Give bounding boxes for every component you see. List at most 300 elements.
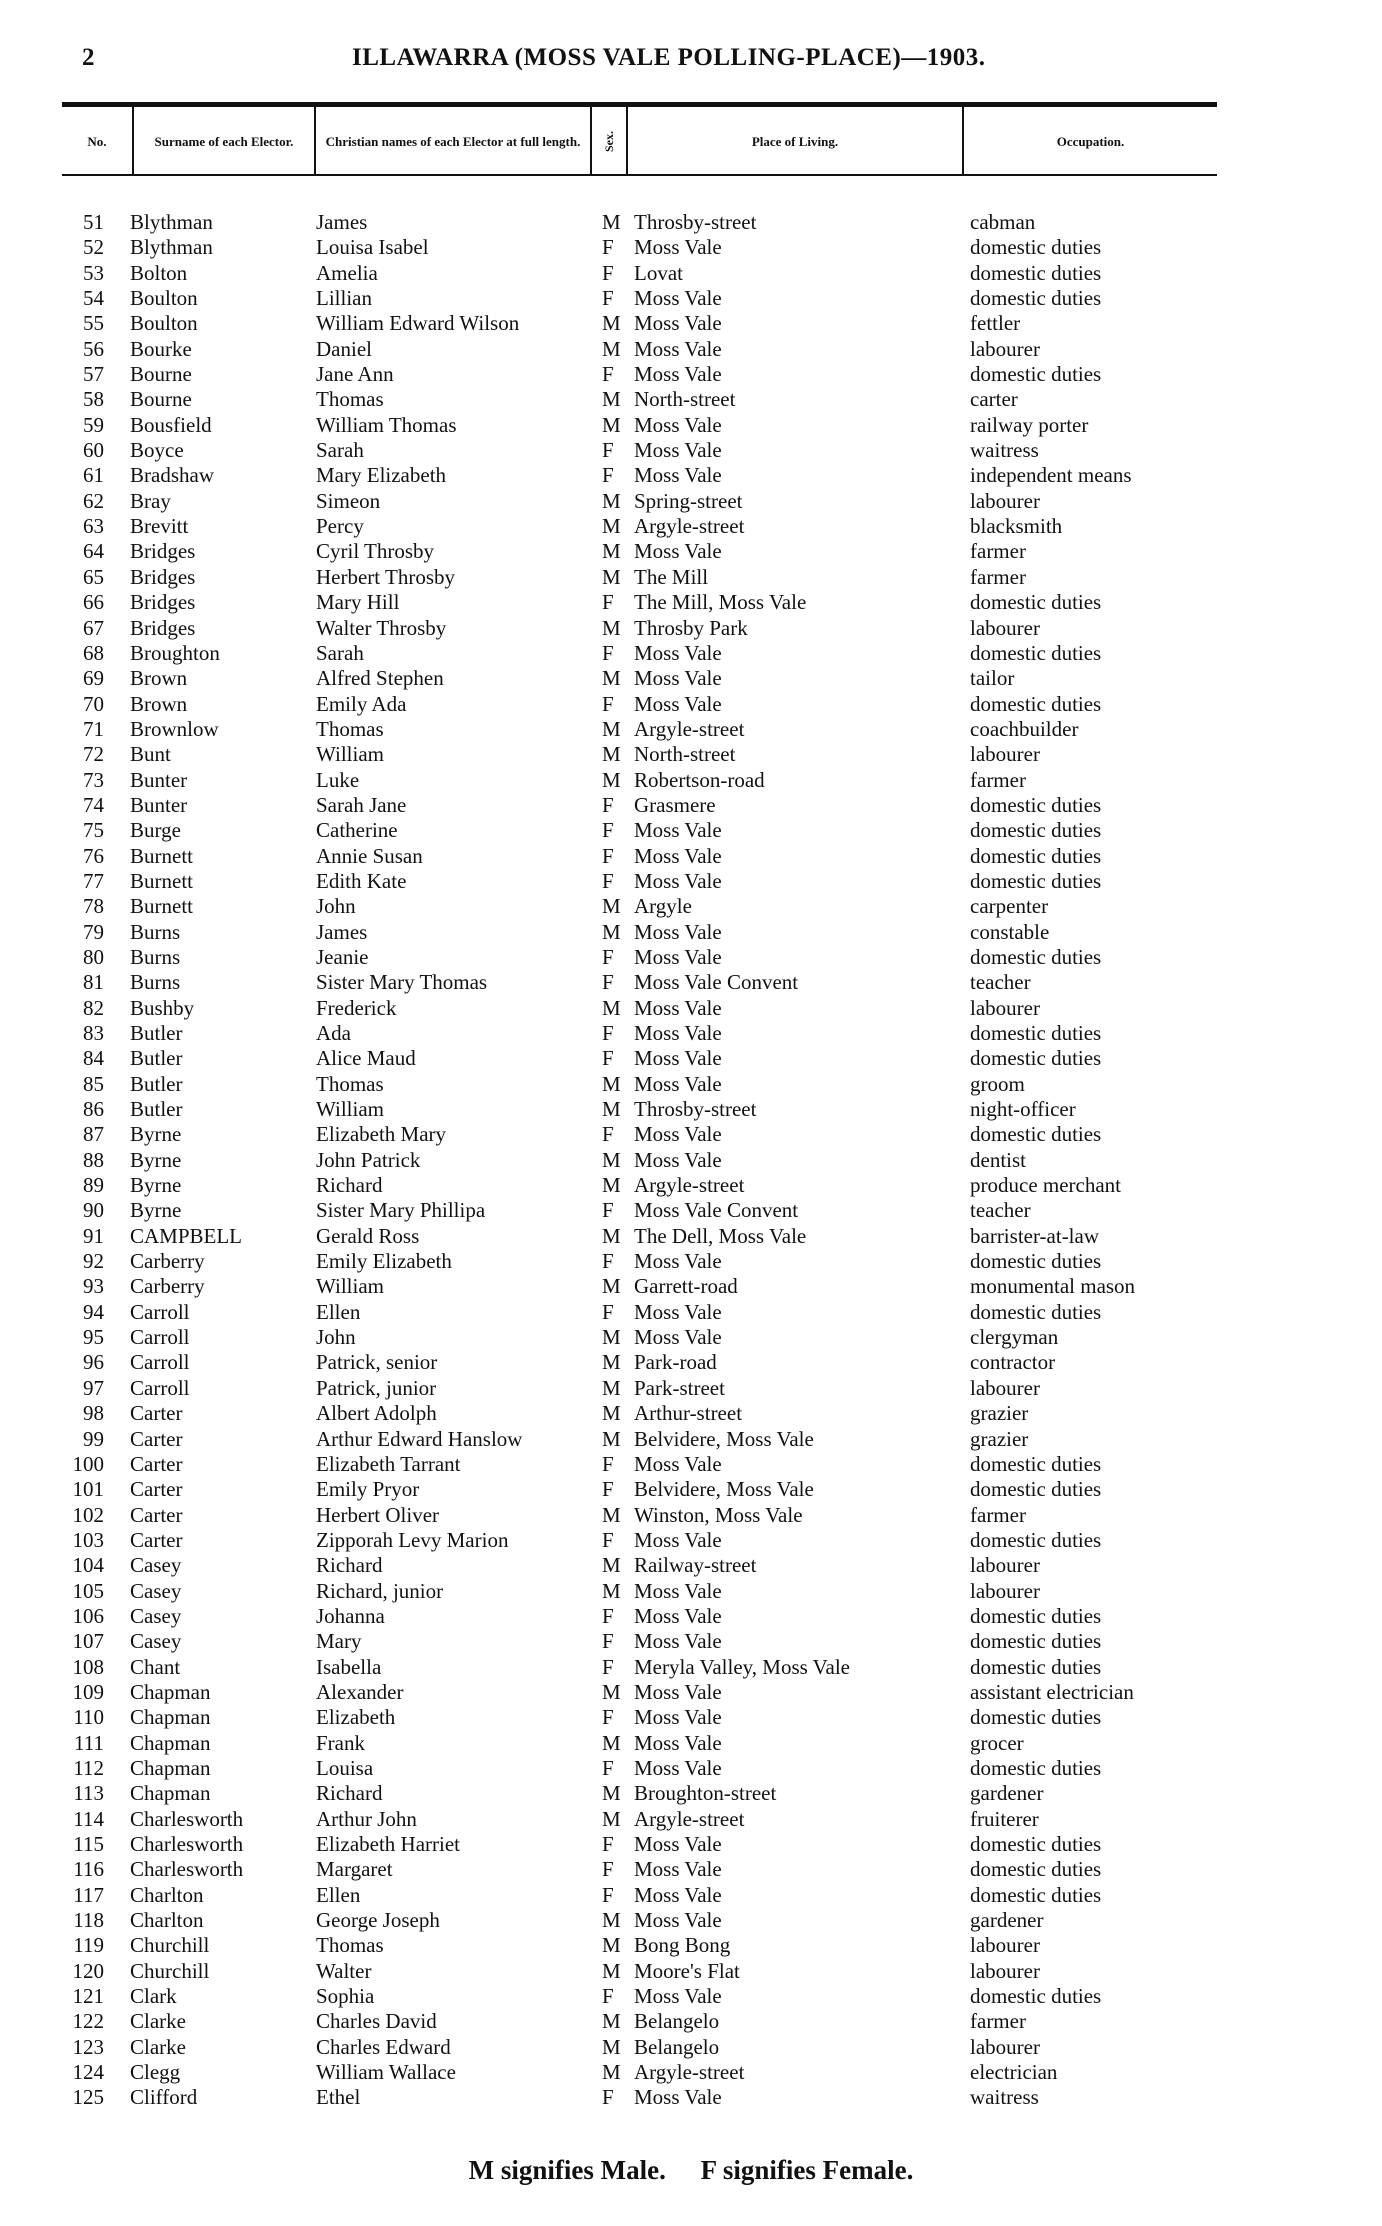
cell-no: 98 <box>83 1401 104 1426</box>
cell-surname: Bradshaw <box>130 463 214 488</box>
cell-no: 76 <box>83 843 104 868</box>
cell-sex: M <box>602 488 621 513</box>
cell-place: Moss Vale <box>634 286 722 311</box>
cell-place: Moss Vale <box>634 1046 722 1071</box>
cell-occupation: domestic duties <box>970 1984 1102 2009</box>
cell-place: Meryla Valley, Moss Vale <box>634 1654 850 1679</box>
cell-surname: Bushby <box>130 995 195 1020</box>
cell-surname: Chant <box>130 1654 181 1679</box>
cell-place: Spring-street <box>634 488 743 513</box>
cell-no: 95 <box>83 1325 104 1350</box>
cell-surname: Bridges <box>130 615 196 640</box>
cell-occupation: farmer <box>970 539 1026 564</box>
cell-christian: Alice Maud <box>316 1046 416 1071</box>
table-row <box>0 1528 1382 1553</box>
cell-occupation: domestic duties <box>970 260 1102 285</box>
cell-place: Moss Vale <box>634 1325 722 1350</box>
cell-occupation: domestic duties <box>970 1654 1102 1679</box>
cell-christian: Herbert Throsby <box>316 564 455 589</box>
cell-surname: Chapman <box>130 1755 211 1780</box>
cell-sex: F <box>602 1857 614 1882</box>
cell-place: Moss Vale <box>634 1755 722 1780</box>
cell-sex: M <box>602 210 621 234</box>
cell-surname: CAMPBELL <box>130 1223 243 1248</box>
cell-place: Garrett-road <box>634 1274 738 1299</box>
table-row <box>0 1173 1382 1198</box>
cell-sex: M <box>602 1401 621 1426</box>
cell-christian: Jeanie <box>316 944 369 969</box>
cell-no: 61 <box>83 463 104 488</box>
cell-sex: M <box>602 387 621 412</box>
cell-sex: M <box>602 716 621 741</box>
cell-sex: F <box>602 1198 614 1223</box>
cell-no: 90 <box>83 1198 104 1223</box>
cell-no: 67 <box>83 615 104 640</box>
cell-no: 102 <box>72 1502 104 1527</box>
table-row <box>0 1097 1382 1122</box>
cell-surname: Byrne <box>130 1147 182 1172</box>
cell-sex: F <box>602 362 614 387</box>
cell-surname: Bridges <box>130 590 196 615</box>
cell-sex: F <box>602 1046 614 1071</box>
cell-place: Moss Vale <box>634 666 722 691</box>
cell-occupation: waitress <box>970 2085 1039 2110</box>
table-row <box>0 1503 1382 1528</box>
cell-no: 51 <box>83 210 104 234</box>
cell-sex: M <box>602 2034 621 2059</box>
cell-place: Moss Vale <box>634 235 722 260</box>
table-row <box>0 768 1382 793</box>
cell-no: 105 <box>72 1578 104 1603</box>
cell-place: Moss Vale <box>634 1299 722 1324</box>
cell-christian: Simeon <box>316 488 381 513</box>
cell-occupation: barrister-at-law <box>970 1223 1100 1248</box>
cell-christian: Emily Elizabeth <box>316 1249 452 1274</box>
cell-place: Moss Vale <box>634 1147 722 1172</box>
table-row <box>0 616 1382 641</box>
cell-no: 82 <box>83 995 104 1020</box>
cell-surname: Bolton <box>130 260 188 285</box>
table-row <box>0 1452 1382 1477</box>
cell-sex: F <box>602 286 614 311</box>
cell-occupation: dentist <box>970 1147 1026 1172</box>
cell-christian: William Edward Wilson <box>316 311 520 336</box>
cell-christian: Frederick <box>316 995 397 1020</box>
cell-christian: Alexander <box>316 1679 404 1704</box>
page-title: ILLAWARRA (MOSS VALE POLLING-PLACE)—1903. <box>352 44 986 71</box>
cell-occupation: domestic duties <box>970 1299 1102 1324</box>
cell-surname: Butler <box>130 1046 183 1071</box>
cell-place: Moss Vale <box>634 336 722 361</box>
cell-christian: Arthur Edward Hanslow <box>316 1426 523 1451</box>
cell-no: 68 <box>83 640 104 665</box>
cell-place: Railway-street <box>634 1553 757 1578</box>
cell-occupation: gardener <box>970 1781 1044 1806</box>
table-row <box>0 1224 1382 1249</box>
cell-place: Arthur-street <box>634 1401 743 1426</box>
cell-surname: Clifford <box>130 2085 198 2110</box>
cell-sex: F <box>602 1629 614 1654</box>
table-row <box>0 311 1382 336</box>
cell-surname: Carroll <box>130 1350 190 1375</box>
cell-sex: F <box>602 590 614 615</box>
cell-christian: Sarah <box>316 438 364 463</box>
cell-christian: Thomas <box>316 1071 384 1096</box>
cell-sex: M <box>602 539 621 564</box>
cell-sex: F <box>602 843 614 868</box>
table-row <box>0 2060 1382 2085</box>
cell-no: 107 <box>72 1629 104 1654</box>
cell-christian: Albert Adolph <box>316 1401 437 1426</box>
cell-occupation: railway porter <box>970 412 1089 437</box>
cell-place: Moss Vale <box>634 1705 722 1730</box>
cell-place: Moss Vale <box>634 919 722 944</box>
cell-place: Moss Vale <box>634 995 722 1020</box>
cell-occupation: contractor <box>970 1350 1056 1375</box>
cell-place: Moss Vale <box>634 1629 722 1654</box>
page-number: 2 <box>82 44 95 71</box>
table-row <box>0 1122 1382 1147</box>
cell-place: Moss Vale <box>634 944 722 969</box>
cell-place: Moss Vale <box>634 311 722 336</box>
cell-place: Moss Vale <box>634 1527 722 1552</box>
cell-christian: John <box>316 894 356 919</box>
elector-list <box>0 210 1382 2111</box>
table-row <box>0 210 1382 235</box>
cell-sex: F <box>602 1603 614 1628</box>
table-row <box>0 1984 1382 2009</box>
table-row <box>0 514 1382 539</box>
cell-no: 101 <box>72 1477 104 1502</box>
cell-occupation: farmer <box>970 564 1026 589</box>
cell-place: Moss Vale Convent <box>634 970 799 995</box>
cell-christian: William Wallace <box>316 2060 456 2085</box>
cell-surname: Butler <box>130 1097 183 1122</box>
cell-christian: Gerald Ross <box>316 1223 420 1248</box>
cell-no: 110 <box>73 1705 104 1730</box>
cell-no: 121 <box>72 1984 104 2009</box>
cell-surname: Charlesworth <box>130 1832 244 1856</box>
cell-no: 120 <box>72 1958 104 1983</box>
cell-no: 112 <box>73 1755 104 1780</box>
table-row <box>0 1021 1382 1046</box>
cell-surname: Burns <box>130 970 181 995</box>
table-row <box>0 1401 1382 1426</box>
cell-place: Robertson-road <box>634 767 765 792</box>
cell-sex: M <box>602 1325 621 1350</box>
cell-no: 79 <box>83 919 104 944</box>
table-row <box>0 970 1382 995</box>
cell-no: 60 <box>83 438 104 463</box>
cell-place: Throsby-street <box>634 1097 757 1122</box>
cell-place: Belvidere, Moss Vale <box>634 1426 814 1451</box>
cell-occupation: domestic duties <box>970 818 1102 843</box>
cell-sex: M <box>602 311 621 336</box>
cell-place: Moss Vale <box>634 1908 722 1933</box>
cell-place: Moss Vale <box>634 1730 722 1755</box>
table-row <box>0 362 1382 387</box>
cell-occupation: domestic duties <box>970 640 1102 665</box>
cell-surname: Bunter <box>130 767 188 792</box>
table-row <box>0 2009 1382 2034</box>
cell-occupation: constable <box>970 919 1050 944</box>
table-row <box>0 1477 1382 1502</box>
cell-sex: F <box>602 1249 614 1274</box>
cell-surname: Boyce <box>130 438 184 463</box>
table-row <box>0 1046 1382 1071</box>
legend-footer <box>0 2155 1382 2186</box>
cell-surname: Carroll <box>130 1325 190 1350</box>
cell-place: Moss Vale <box>634 818 722 843</box>
cell-sex: F <box>602 792 614 817</box>
cell-no: 99 <box>83 1426 104 1451</box>
cell-occupation: labourer <box>970 995 1040 1020</box>
cell-occupation: domestic duties <box>970 1832 1102 1856</box>
cell-occupation: coachbuilder <box>970 716 1079 741</box>
cell-place: Moss Vale <box>634 1603 722 1628</box>
cell-occupation: carpenter <box>970 894 1049 919</box>
cell-christian: Luke <box>316 767 360 792</box>
table-row <box>0 235 1382 260</box>
cell-christian: Sister Mary Phillipa <box>316 1198 486 1223</box>
cell-occupation: teacher <box>970 1198 1031 1223</box>
cell-surname: Casey <box>130 1553 182 1578</box>
cell-sex: F <box>602 1832 614 1856</box>
cell-no: 62 <box>83 488 104 513</box>
cell-no: 73 <box>83 767 104 792</box>
cell-occupation: farmer <box>970 2009 1026 2034</box>
cell-no: 96 <box>83 1350 104 1375</box>
cell-place: Moss Vale <box>634 1857 722 1882</box>
cell-christian: Ellen <box>316 1882 361 1907</box>
cell-sex: M <box>602 1806 621 1831</box>
cell-sex: M <box>602 1958 621 1983</box>
cell-christian: William <box>316 1274 384 1299</box>
cell-place: Argyle-street <box>634 1173 745 1198</box>
cell-no: 111 <box>74 1730 104 1755</box>
table-row <box>0 1781 1382 1806</box>
cell-place: Bong Bong <box>634 1933 731 1958</box>
cell-occupation: labourer <box>970 1933 1040 1958</box>
cell-sex: F <box>602 640 614 665</box>
header-rule-thin <box>62 174 1217 176</box>
cell-christian: Elizabeth Tarrant <box>316 1451 461 1476</box>
cell-occupation: monumental mason <box>970 1274 1136 1299</box>
cell-place: Grasmere <box>634 792 716 817</box>
cell-occupation: carter <box>970 387 1018 412</box>
cell-place: Park-road <box>634 1350 717 1375</box>
cell-sex: M <box>602 1908 621 1933</box>
cell-occupation: domestic duties <box>970 1122 1102 1147</box>
cell-no: 87 <box>83 1122 104 1147</box>
cell-christian: John <box>316 1325 356 1350</box>
table-row <box>0 565 1382 590</box>
cell-christian: Sophia <box>316 1984 375 2009</box>
cell-place: Moss Vale <box>634 640 722 665</box>
table-row <box>0 1376 1382 1401</box>
cell-surname: Brown <box>130 666 188 691</box>
cell-occupation: grocer <box>970 1730 1024 1755</box>
cell-surname: Carberry <box>130 1274 205 1299</box>
cell-no: 70 <box>83 691 104 716</box>
cell-christian: William <box>316 742 384 767</box>
cell-occupation: tailor <box>970 666 1015 691</box>
cell-surname: Carter <box>130 1527 183 1552</box>
cell-no: 56 <box>83 336 104 361</box>
cell-place: Park-street <box>634 1375 725 1400</box>
cell-occupation: assistant electrician <box>970 1679 1134 1704</box>
table-row <box>0 2035 1382 2060</box>
cell-surname: Bourne <box>130 362 192 387</box>
cell-occupation: farmer <box>970 767 1026 792</box>
table-row <box>0 1959 1382 1984</box>
cell-surname: Bunt <box>130 742 171 767</box>
cell-no: 84 <box>83 1046 104 1071</box>
cell-place: Moss Vale <box>634 463 722 488</box>
cell-christian: Patrick, junior <box>316 1375 437 1400</box>
table-row <box>0 692 1382 717</box>
cell-place: Argyle <box>634 894 692 919</box>
cell-no: 80 <box>83 944 104 969</box>
table-row <box>0 2085 1382 2110</box>
cell-occupation: labourer <box>970 488 1040 513</box>
cell-surname: Carter <box>130 1426 183 1451</box>
cell-occupation: night-officer <box>970 1097 1076 1122</box>
cell-surname: Bridges <box>130 564 196 589</box>
cell-place: Moss Vale <box>634 1984 722 2009</box>
cell-occupation: domestic duties <box>970 1249 1102 1274</box>
cell-place: Argyle-street <box>634 716 745 741</box>
table-row <box>0 1325 1382 1350</box>
cell-no: 118 <box>73 1908 104 1933</box>
cell-occupation: labourer <box>970 615 1040 640</box>
cell-occupation: domestic duties <box>970 1857 1102 1882</box>
cell-surname: Boulton <box>130 311 198 336</box>
cell-no: 52 <box>83 235 104 260</box>
cell-christian: John Patrick <box>316 1147 421 1172</box>
cell-occupation: domestic duties <box>970 235 1102 260</box>
cell-christian: Sister Mary Thomas <box>316 970 488 995</box>
cell-surname: Carter <box>130 1477 183 1502</box>
cell-sex: M <box>602 1730 621 1755</box>
cell-christian: Jane Ann <box>316 362 394 387</box>
table-row <box>0 1908 1382 1933</box>
cell-no: 72 <box>83 742 104 767</box>
cell-sex: F <box>602 970 614 995</box>
cell-surname: Bunter <box>130 792 188 817</box>
cell-no: 91 <box>83 1223 104 1248</box>
cell-no: 89 <box>83 1173 104 1198</box>
cell-surname: Byrne <box>130 1122 182 1147</box>
cell-surname: Blythman <box>130 210 213 234</box>
cell-no: 114 <box>73 1806 104 1831</box>
cell-occupation: blacksmith <box>970 514 1063 539</box>
cell-sex: M <box>602 1147 621 1172</box>
cell-occupation: labourer <box>970 336 1040 361</box>
cell-no: 63 <box>83 514 104 539</box>
cell-place: Moss Vale <box>634 1122 722 1147</box>
cell-sex: M <box>602 742 621 767</box>
table-row <box>0 1579 1382 1604</box>
cell-place: Moss Vale <box>634 1832 722 1856</box>
cell-sex: M <box>602 1781 621 1806</box>
cell-sex: M <box>602 1426 621 1451</box>
cell-no: 125 <box>72 2085 104 2110</box>
cell-christian: Herbert Oliver <box>316 1502 440 1527</box>
cell-surname: Charlesworth <box>130 1857 244 1882</box>
cell-christian: Arthur John <box>316 1806 417 1831</box>
cell-surname: Carter <box>130 1451 183 1476</box>
cell-place: Moss Vale <box>634 412 722 437</box>
cell-occupation: electrician <box>970 2060 1058 2085</box>
cell-occupation: labourer <box>970 2034 1040 2059</box>
cell-sex: M <box>602 2060 621 2085</box>
cell-no: 54 <box>83 286 104 311</box>
cell-surname: Bray <box>130 488 171 513</box>
cell-place: Argyle-street <box>634 2060 745 2085</box>
cell-place: Moss Vale Convent <box>634 1198 799 1223</box>
cell-place: Lovat <box>634 260 683 285</box>
cell-occupation: domestic duties <box>970 1705 1102 1730</box>
cell-place: Moss Vale <box>634 539 722 564</box>
cell-christian: Cyril Throsby <box>316 539 435 564</box>
cell-surname: Byrne <box>130 1198 182 1223</box>
cell-no: 103 <box>72 1527 104 1552</box>
cell-surname: Bousfield <box>130 412 212 437</box>
cell-no: 83 <box>83 1021 104 1045</box>
cell-surname: Burge <box>130 818 181 843</box>
cell-no: 92 <box>83 1249 104 1274</box>
table-row <box>0 1933 1382 1958</box>
cell-christian: Elizabeth <box>316 1705 396 1730</box>
cell-christian: Thomas <box>316 387 384 412</box>
cell-place: Belangelo <box>634 2009 720 2034</box>
cell-sex: F <box>602 691 614 716</box>
cell-sex: F <box>602 868 614 893</box>
cell-occupation: domestic duties <box>970 944 1102 969</box>
cell-christian: Johanna <box>316 1603 385 1628</box>
cell-sex: F <box>602 818 614 843</box>
table-row <box>0 387 1382 412</box>
cell-no: 77 <box>83 868 104 893</box>
cell-sex: M <box>602 1274 621 1299</box>
cell-occupation: grazier <box>970 1401 1029 1426</box>
cell-sex: F <box>602 235 614 260</box>
cell-place: Moss Vale <box>634 1071 722 1096</box>
table-row <box>0 869 1382 894</box>
cell-sex: F <box>602 1451 614 1476</box>
cell-occupation: domestic duties <box>970 1755 1102 1780</box>
cell-sex: M <box>602 1350 621 1375</box>
cell-no: 88 <box>83 1147 104 1172</box>
cell-christian: Lillian <box>316 286 372 311</box>
cell-surname: Broughton <box>130 640 220 665</box>
cell-sex: M <box>602 412 621 437</box>
table-row <box>0 1807 1382 1832</box>
cell-place: Moss Vale <box>634 362 722 387</box>
cell-surname: Carroll <box>130 1299 190 1324</box>
cell-christian: Walter <box>316 1958 372 1983</box>
cell-place: North-street <box>634 387 736 412</box>
cell-christian: Patrick, senior <box>316 1350 438 1375</box>
cell-surname: Brevitt <box>130 514 189 539</box>
cell-sex: M <box>602 1679 621 1704</box>
cell-christian: Frank <box>316 1730 365 1755</box>
cell-place: Belvidere, Moss Vale <box>634 1477 814 1502</box>
cell-place: Moss Vale <box>634 691 722 716</box>
cell-surname: Charlesworth <box>130 1806 244 1831</box>
cell-christian: Ethel <box>316 2085 361 2110</box>
